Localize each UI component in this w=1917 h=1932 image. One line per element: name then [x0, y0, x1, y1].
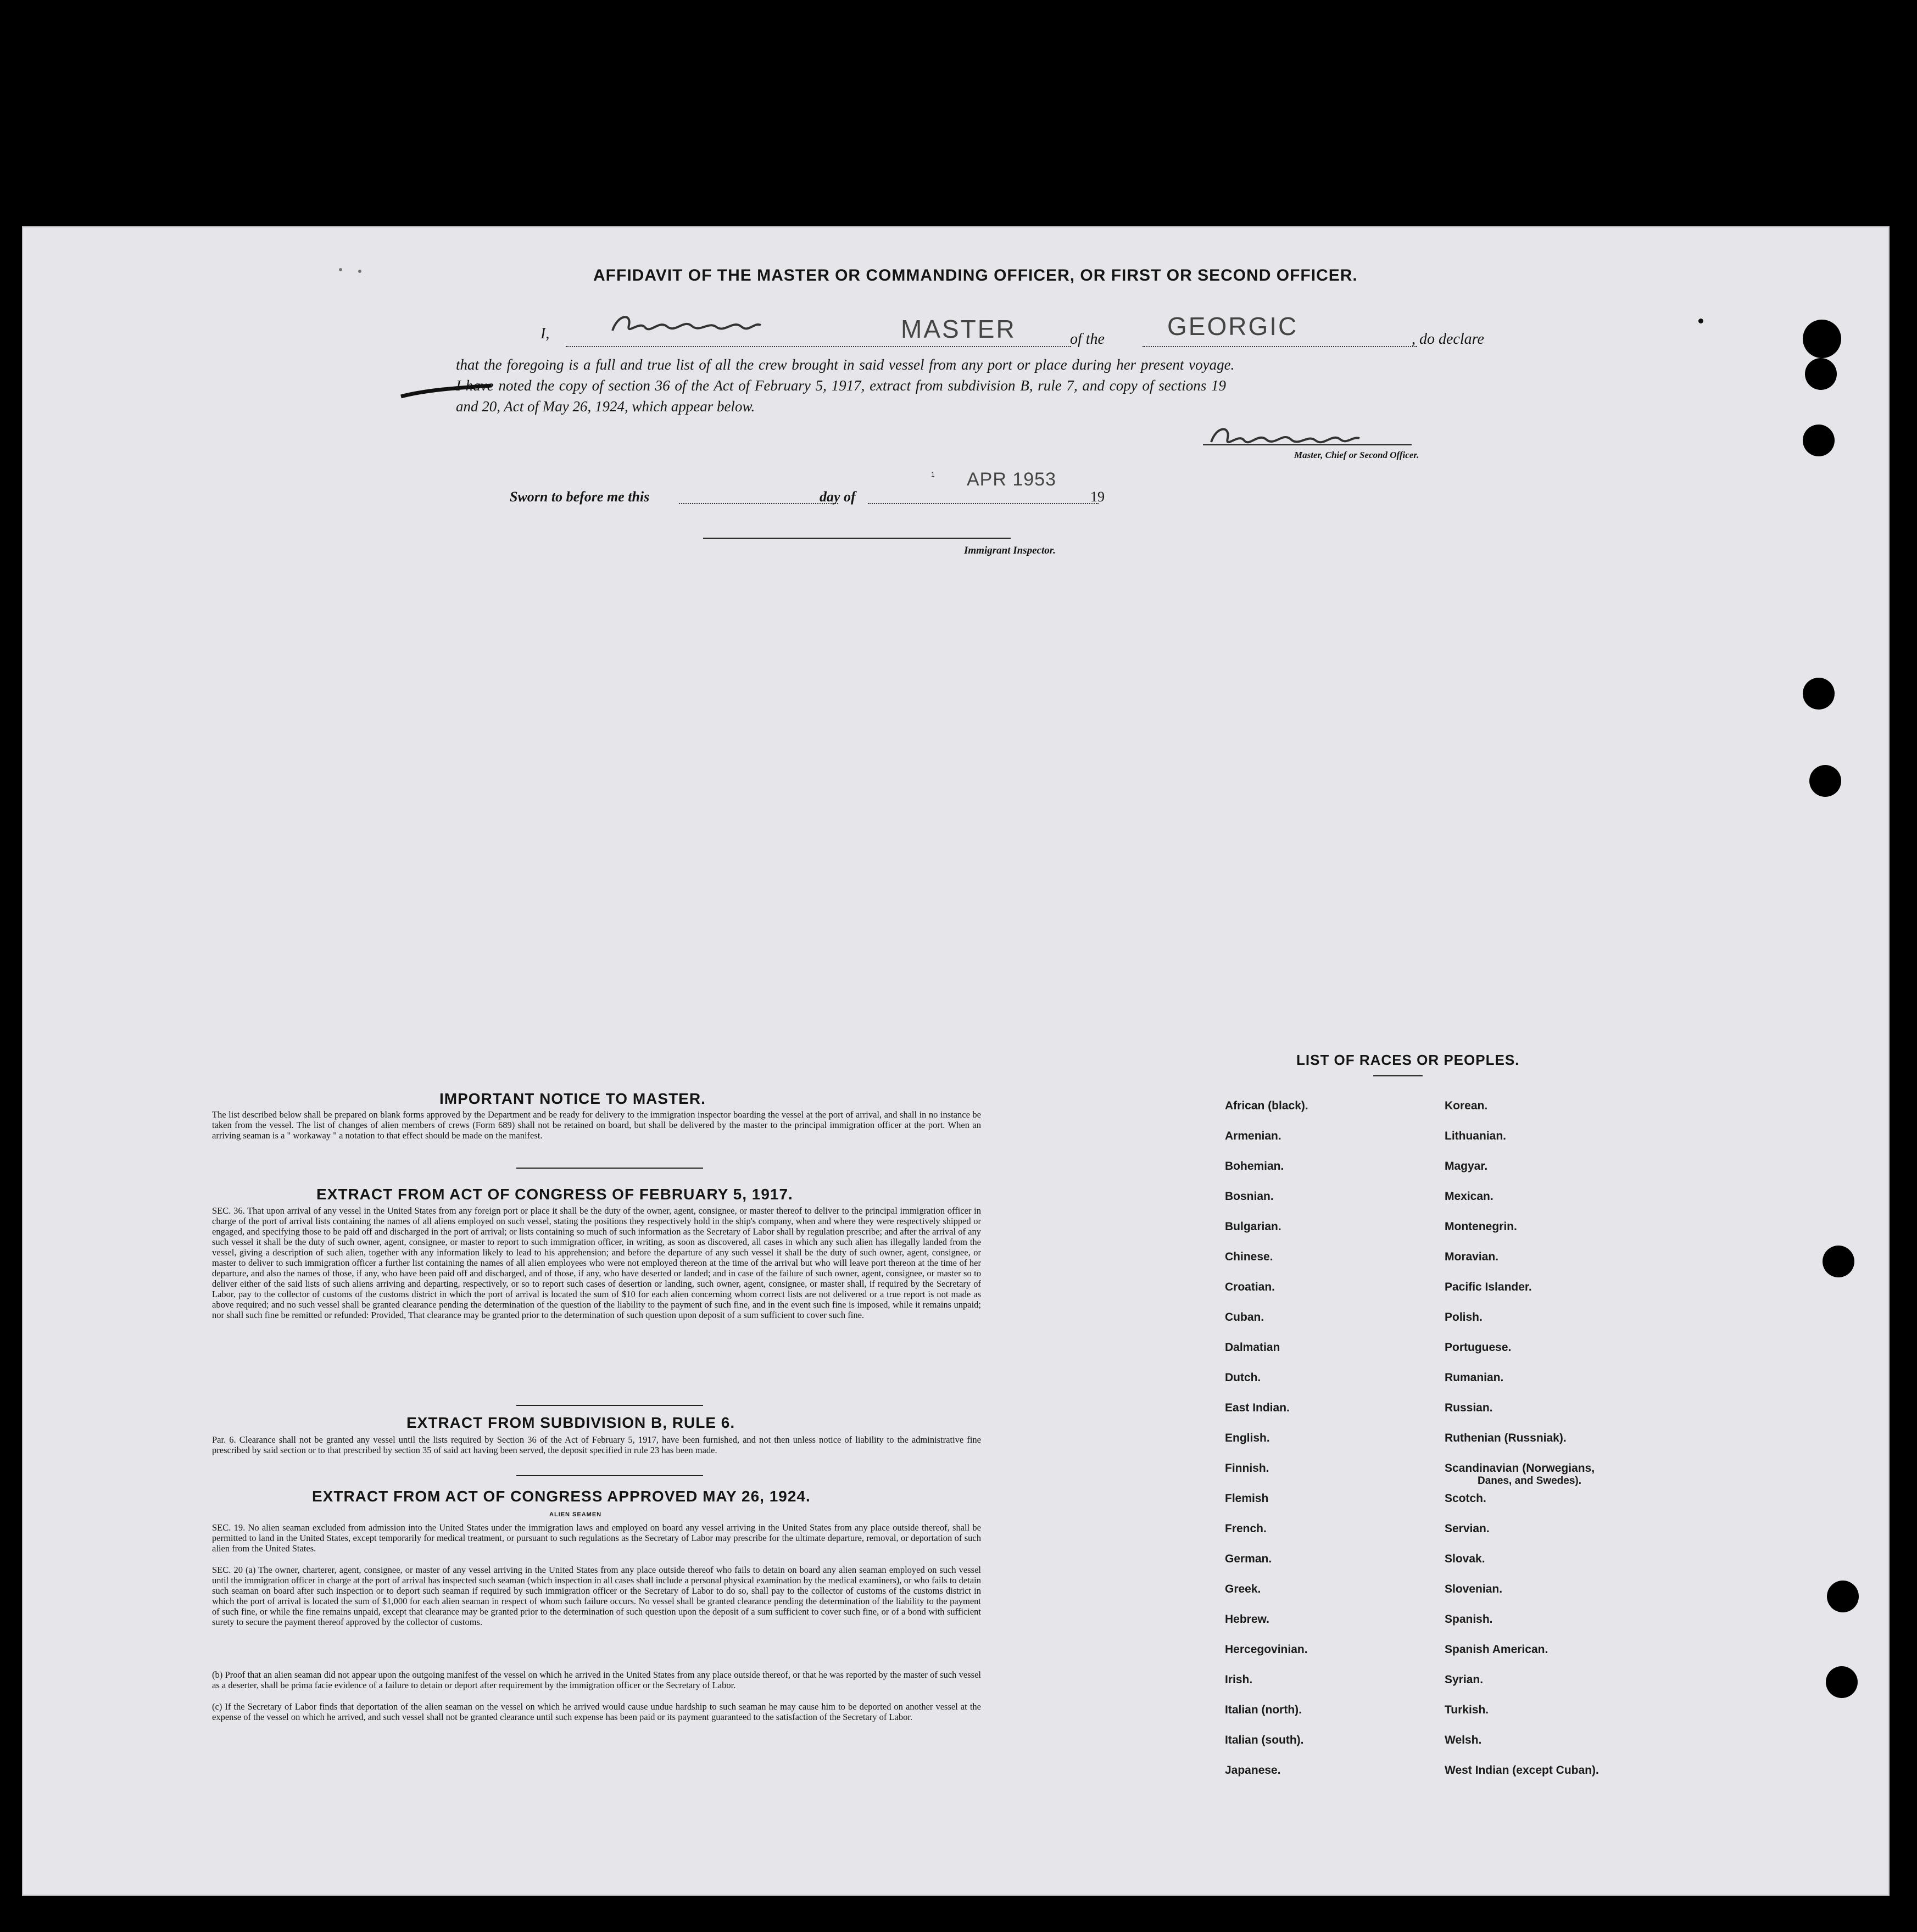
date-stamp: APR 1953: [967, 469, 1056, 490]
race-item: Moravian.: [1445, 1250, 1499, 1263]
inspector-caption: Immigrant Inspector.: [964, 545, 1056, 556]
vessel-stamp: GEORGIC: [1167, 312, 1299, 340]
affidavit-title: AFFIDAVIT OF THE MASTER OR COMMANDING OFFICER, OR FIRST OR SECOND OFFICER.: [593, 266, 1358, 284]
race-item: Ruthenian (Russniak).: [1445, 1432, 1567, 1444]
race-item: Bosnian.: [1225, 1190, 1274, 1203]
document-page: [22, 226, 1890, 1896]
race-item: Greek.: [1225, 1583, 1261, 1595]
race-item: Mexican.: [1445, 1190, 1494, 1203]
race-item: Cuban.: [1225, 1311, 1264, 1324]
race-item: Syrian.: [1445, 1673, 1484, 1686]
day-digit: 1: [931, 471, 935, 478]
race-item: Rumanian.: [1445, 1371, 1504, 1384]
race-item: Welsh.: [1445, 1734, 1482, 1746]
race-item: Hercegovinian.: [1225, 1643, 1308, 1656]
race-item: English.: [1225, 1432, 1270, 1444]
race-item: Slovak.: [1445, 1553, 1485, 1565]
punch-hole: [1809, 765, 1841, 797]
punch-hole: [1803, 678, 1835, 710]
year-prefix: 19: [1090, 489, 1105, 505]
race-item: German.: [1225, 1553, 1272, 1565]
race-item: Dutch.: [1225, 1371, 1261, 1384]
race-item: Magyar.: [1445, 1160, 1488, 1172]
section-20b-text: (b) Proof that an alien seaman did not appear upon the outgoing manifest of the vessel on which he arrived in the United States from any place outside thereof, or that he was reported by the master of such vessel as a deserter, shall be prima facie evidence of a failure to detain or deport after requirement by the immigration officer or the Secretary of Labor.: [212, 1669, 981, 1690]
extract-1924-heading: EXTRACT FROM ACT OF CONGRESS APPROVED MAY 26, 1924.: [312, 1488, 811, 1505]
race-item: Japanese.: [1225, 1764, 1281, 1777]
signature-caption: Master, Chief or Second Officer.: [1294, 450, 1419, 460]
divider: [516, 1475, 703, 1476]
punch-hole: [1803, 320, 1841, 358]
race-item: Italian (north).: [1225, 1704, 1302, 1716]
subdivision-text: Par. 6. Clearance shall not be granted any vessel until the lists required by Section 36 of the Act of February 5, 1917, have been furnished, and not then unless notice of liability to the administrative fine prescribed by said section or to that prescribed by section 35 of said act having been served, the deposit specified in rule 23 has been made.: [212, 1434, 981, 1455]
race-item: Polish.: [1445, 1311, 1483, 1324]
race-item: Bohemian.: [1225, 1160, 1284, 1172]
race-item: Finnish.: [1225, 1462, 1269, 1475]
rank-stamp: MASTER: [901, 315, 1016, 343]
punch-hole: [1826, 1666, 1858, 1698]
race-item: Pacific Islander.: [1445, 1281, 1532, 1293]
race-item: African (black).: [1225, 1099, 1308, 1112]
subdivision-heading: EXTRACT FROM SUBDIVISION B, RULE 6.: [406, 1414, 735, 1431]
race-item-continuation: Danes, and Swedes).: [1478, 1475, 1582, 1487]
affidavit-line-3: I have noted the copy of section 36 of the Act of February 5, 1917, extract from subdivision B, rule 7, and copy of sections 19: [456, 377, 1226, 394]
race-item: Hebrew.: [1225, 1613, 1269, 1626]
affidavit-line-2: that the foregoing is a full and true list of all the crew brought in said vessel from any port or place during her present voyage.: [456, 356, 1235, 373]
section-20c-text: (c) If the Secretary of Labor finds that deportation of the alien seaman on the vessel on which he arrived would cause undue hardship to such seaman he may cause him to be deported on another vessel at the expense of the vessel on which he arrived, and such vessel shall not be granted clearance until such expense has been paid or its payment guaranteed to the satisfaction of the Secretary of Labor.: [212, 1701, 981, 1722]
race-item: Irish.: [1225, 1673, 1253, 1686]
race-item: Dalmatian: [1225, 1341, 1280, 1354]
day-of-label: day of: [820, 489, 856, 505]
race-item: Russian.: [1445, 1401, 1493, 1414]
punch-hole: [1803, 425, 1835, 456]
vessel-line: [1143, 346, 1417, 347]
race-item: Spanish American.: [1445, 1643, 1548, 1656]
race-item: Lithuanian.: [1445, 1130, 1506, 1142]
race-item: Slovenian.: [1445, 1583, 1503, 1595]
punch-hole: [1827, 1581, 1859, 1612]
race-item: Spanish.: [1445, 1613, 1493, 1626]
sworn-month-line: [868, 503, 1099, 504]
name-line: [566, 346, 1071, 347]
races-heading-underline: [1373, 1075, 1423, 1076]
punch-hole: [1805, 358, 1837, 390]
notice-heading: IMPORTANT NOTICE TO MASTER.: [439, 1090, 706, 1107]
affidavit-prefix: I,: [540, 325, 550, 342]
divider: [516, 1168, 703, 1169]
of-the-label: of the: [1070, 331, 1105, 348]
race-item: Bulgarian.: [1225, 1220, 1281, 1233]
race-item: East Indian.: [1225, 1401, 1290, 1414]
races-heading: LIST OF RACES OR PEOPLES.: [1296, 1052, 1520, 1068]
do-declare-label: , do declare: [1412, 331, 1484, 348]
punch-hole: [1823, 1246, 1854, 1277]
ink-speck: [1698, 319, 1703, 323]
race-item: Servian.: [1445, 1522, 1490, 1535]
section-20a-text: SEC. 20 (a) The owner, charterer, agent, consignee, or master of any vessel arriving in the United States from any place outside thereof who fails to detain on board any alien seaman employed on such vessel until the immigration officer in charge at the port of arrival has inspected such seaman (which inspection in all cases shall include a personal physical examination by the medical examiners), or who fails to detain such seaman on board after such inspection or to deport such seaman if required by such immigration officer or the Secretary of Labor to do so, shall pay to the collector of customs of the customs district in which the port of arrival is located the sum of $1,000 for each alien seaman in respect of whom such failure occurs. No vessel shall be granted clearance pending the determination of the liability to the payment of such fine, or while the fine remains unpaid, except that clearance may be granted prior to the determination of such question upon the deposit of a sum sufficient to cover such fine, or of a bond with sufficient surety to secure the payment thereof approved by the collector of customs.: [212, 1565, 981, 1627]
race-item: Chinese.: [1225, 1250, 1273, 1263]
race-item: West Indian (except Cuban).: [1445, 1764, 1599, 1777]
master-signature: [607, 309, 783, 342]
race-item: Turkish.: [1445, 1704, 1489, 1716]
race-item: Flemish: [1225, 1492, 1269, 1505]
race-item: French.: [1225, 1522, 1267, 1535]
race-item: Portuguese.: [1445, 1341, 1512, 1354]
race-item: Scandinavian (Norwegians,: [1445, 1462, 1595, 1475]
sworn-day-line: [679, 503, 838, 504]
extract-1917-text: SEC. 36. That upon arrival of any vessel in the United States from any foreign port or place it shall be the duty of the owner, agent, consignee, or master thereof to deliver to the principal immigration officer in charge of the port of arrival lists containing the names of all aliens employed on such vessel, stating the positions they respectively hold in the ship's company, when and where they were respectively shipped or engaged, and specifying those to be paid off and discharged in the port of arrival; or lists containing so much of such information as the Secretary of Labor shall by regulation prescribe; and after the arrival of any such vessel it shall be the duty of such owner, agent, consignee, or master to report to such immigration officer, in writing, as soon as discovered, all cases in which any such alien has illegally landed from the vessel, giving a description of such alien, together with any information likely to lead to his apprehension; and before the departure of any such vessel it shall be the duty of such owner, agent, consignee, or master to deliver to such immigration officer a further list containing the names of all alien employees who were not employed thereon at the time of the arrival but who will leave port thereon at the time of her departure, and also the names of those, if any, who have been paid off and discharged, and of those, if any, who have deserted or landed; and in case of the failure of such owner, agent, consignee, or master so to deliver either of the said lists of such aliens arriving and departing, respectively, or so to report such cases of desertion or landing, such owner, agent, consignee, or master shall, if required by the Secretary of Labor, pay to the collector of customs of the customs district in which the port of arrival is located the sum of $10 for each alien concerning whom correct lists are not delivered or a true report is not made as above required; and no such vessel shall be granted clearance pending the determination of the question of the liability to the payment of such fine, and in the event such fine is imposed, while it remains unpaid; nor shall such fine be remitted or refunded: Provided, That clearance may be granted prior to the determination of such question upon deposit of a sum sufficient to cover such fine.: [212, 1205, 981, 1320]
race-item: Scotch.: [1445, 1492, 1486, 1505]
race-item: Armenian.: [1225, 1130, 1281, 1142]
ink-speck: [358, 270, 361, 273]
extract-1917-heading: EXTRACT FROM ACT OF CONGRESS OF FEBRUARY 5, 1917.: [316, 1186, 793, 1203]
section-19-text: SEC. 19. No alien seaman excluded from admission into the United States under the immigration laws and employed on board any vessel arriving in the United States from any place outside thereof, shall be permitted to land in the United States, except temporarily for medical treatment, or pursuant to such regulations as the Secretary of Labor may prescribe for the ultimate departure, removal, or deportation of such alien from the United States.: [212, 1522, 981, 1554]
sworn-prefix: Sworn to before me this: [510, 489, 650, 505]
race-item: Italian (south).: [1225, 1734, 1304, 1746]
race-item: Korean.: [1445, 1099, 1488, 1112]
race-item: Croatian.: [1225, 1281, 1275, 1293]
divider: [516, 1405, 703, 1406]
ink-speck: [339, 268, 342, 271]
notice-text: The list described below shall be prepared on blank forms approved by the Department and be ready for delivery to the immigration inspector boarding the vessel at the port of arrival, and shall in no instance be taken from the vessel. The list of changes of alien members of crews (Form 689) shall not be retained on board, but shall be delivered by the master to the principal immigration officer at the port. When an arriving seaman is a " workaway " a notation to that effect should be made on the manifest.: [212, 1109, 981, 1141]
alien-seamen-subheading: ALIEN SEAMEN: [549, 1511, 602, 1518]
affidavit-line-4: and 20, Act of May 26, 1924, which appear below.: [456, 398, 755, 415]
inspector-signature-line: [703, 538, 1011, 539]
race-item: Montenegrin.: [1445, 1220, 1517, 1233]
